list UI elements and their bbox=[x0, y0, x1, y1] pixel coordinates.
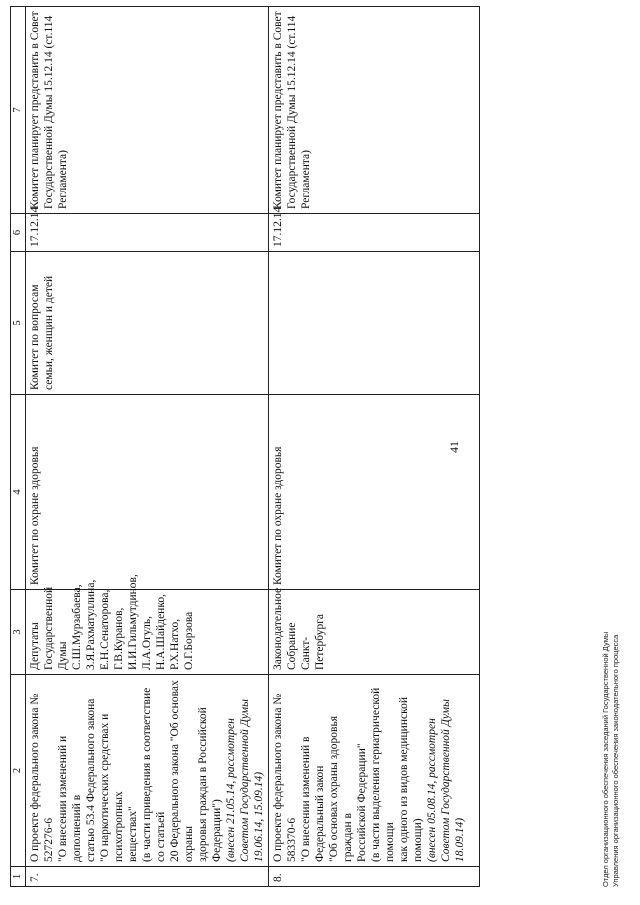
initiator-line: Р.Х.Натхо, bbox=[169, 618, 181, 670]
co-committee: Комитет по вопросам семьи, женщин и детей bbox=[26, 252, 269, 395]
bills-table bbox=[10, 6, 480, 887]
responsible-committee: Комитет по охране здоровья bbox=[269, 395, 480, 590]
row-number: 7. bbox=[26, 867, 269, 887]
bill-line: здоровья граждан в Российской Федерации") bbox=[197, 707, 223, 862]
initiator bbox=[26, 574, 269, 675]
initiator-line: Л.А.Огуль, bbox=[141, 616, 153, 670]
page-number: 41 bbox=[447, 441, 461, 453]
table-row bbox=[26, 7, 269, 887]
bill-note: (внесен 05.08.14, рассмотрен Советом Государственной Думы 18.09.14) bbox=[426, 699, 466, 862]
bill-line: 20 Федерального закона "Об основах охраны bbox=[169, 680, 195, 862]
initiator-line: Собрание Санкт- bbox=[286, 622, 312, 670]
initiator-line: И.И.Гильмутдинов, bbox=[127, 574, 139, 670]
review-date: 17.12.14 bbox=[26, 214, 269, 252]
initiator-line: Н.А.Шайденко, bbox=[155, 594, 167, 670]
table-row bbox=[269, 7, 480, 887]
initiator-line: Депутаты bbox=[29, 622, 41, 670]
header-cell-2: 2 bbox=[11, 675, 26, 867]
footer-line: Отдел организационного обеспечения заседаний Государственной Думы bbox=[601, 631, 610, 887]
bill-line: О проекте федерального закона № 527276-6 bbox=[29, 693, 55, 862]
bill-line: О проекте федерального закона № 583370-6 bbox=[272, 693, 298, 862]
bill-line: (в части приведения в соответствие со статьей bbox=[141, 687, 167, 862]
initiator-line: Г.В.Куранов, bbox=[113, 607, 125, 670]
initiator-line: Е.Н.Сенаторова, bbox=[99, 589, 111, 670]
bill-note: (внесен 21.05.14, рассмотрен Советом Государственной Думы 19.06.14, 15.09.14) bbox=[225, 699, 265, 862]
header-cell-1: 1 bbox=[11, 867, 26, 887]
header-cell-3: 3 bbox=[11, 590, 26, 675]
footer-line: Управления организационного обеспечения законодательного процесса bbox=[611, 634, 620, 887]
bill-description bbox=[269, 675, 480, 867]
responsible-committee: Комитет по охране здоровья bbox=[26, 395, 269, 590]
initiator-line: Законодательное bbox=[272, 587, 284, 670]
footer bbox=[601, 632, 621, 887]
row-number: 8. bbox=[269, 867, 480, 887]
bill-line: веществах" bbox=[127, 806, 139, 862]
header-row bbox=[11, 7, 26, 887]
header-cell-6: 6 bbox=[11, 214, 26, 252]
bill-line: "О внесении изменений в Федеральный закон bbox=[300, 736, 326, 862]
initiator-line: С.Ш.Мурзабаева, bbox=[71, 584, 83, 670]
co-committee bbox=[269, 252, 480, 395]
header-cell-7: 7 bbox=[11, 7, 26, 214]
bill-description bbox=[26, 675, 269, 867]
initiator-line: З.Я.Рахматуллина, bbox=[85, 579, 97, 670]
initiator-line: Думы bbox=[57, 641, 69, 670]
initiator-line: Петербурга bbox=[314, 613, 326, 670]
bill-line: "Об основах охраны здоровья граждан в bbox=[328, 715, 354, 862]
header-cell-5: 5 bbox=[11, 252, 26, 395]
decision: Комитет планирует представить в Совет Государственной Думы 15.12.14 (ст.114 Регламента) bbox=[26, 7, 269, 214]
decision: Комитет планирует представить в Совет Государственной Думы 15.12.14 (ст.114 Регламента) bbox=[269, 7, 480, 214]
bill-line: статью 53.4 Федерального закона bbox=[85, 698, 97, 862]
header-cell-4: 4 bbox=[11, 395, 26, 590]
initiator-line: Государственной bbox=[43, 586, 55, 670]
initiator-line: О.Г.Борзова bbox=[183, 611, 195, 670]
review-date: 17.12.14 bbox=[269, 214, 480, 252]
bill-line: как одного из видов медицинской помощи) bbox=[398, 697, 424, 862]
bill-line: "О внесении изменений и дополнений в bbox=[57, 735, 83, 862]
bill-line: "О наркотических средствах и психотропных bbox=[99, 713, 125, 862]
initiator bbox=[269, 587, 480, 675]
bill-line: (в части выделения гериатрической помощи bbox=[370, 687, 396, 862]
bill-line: Российской Федерации" bbox=[356, 743, 368, 862]
